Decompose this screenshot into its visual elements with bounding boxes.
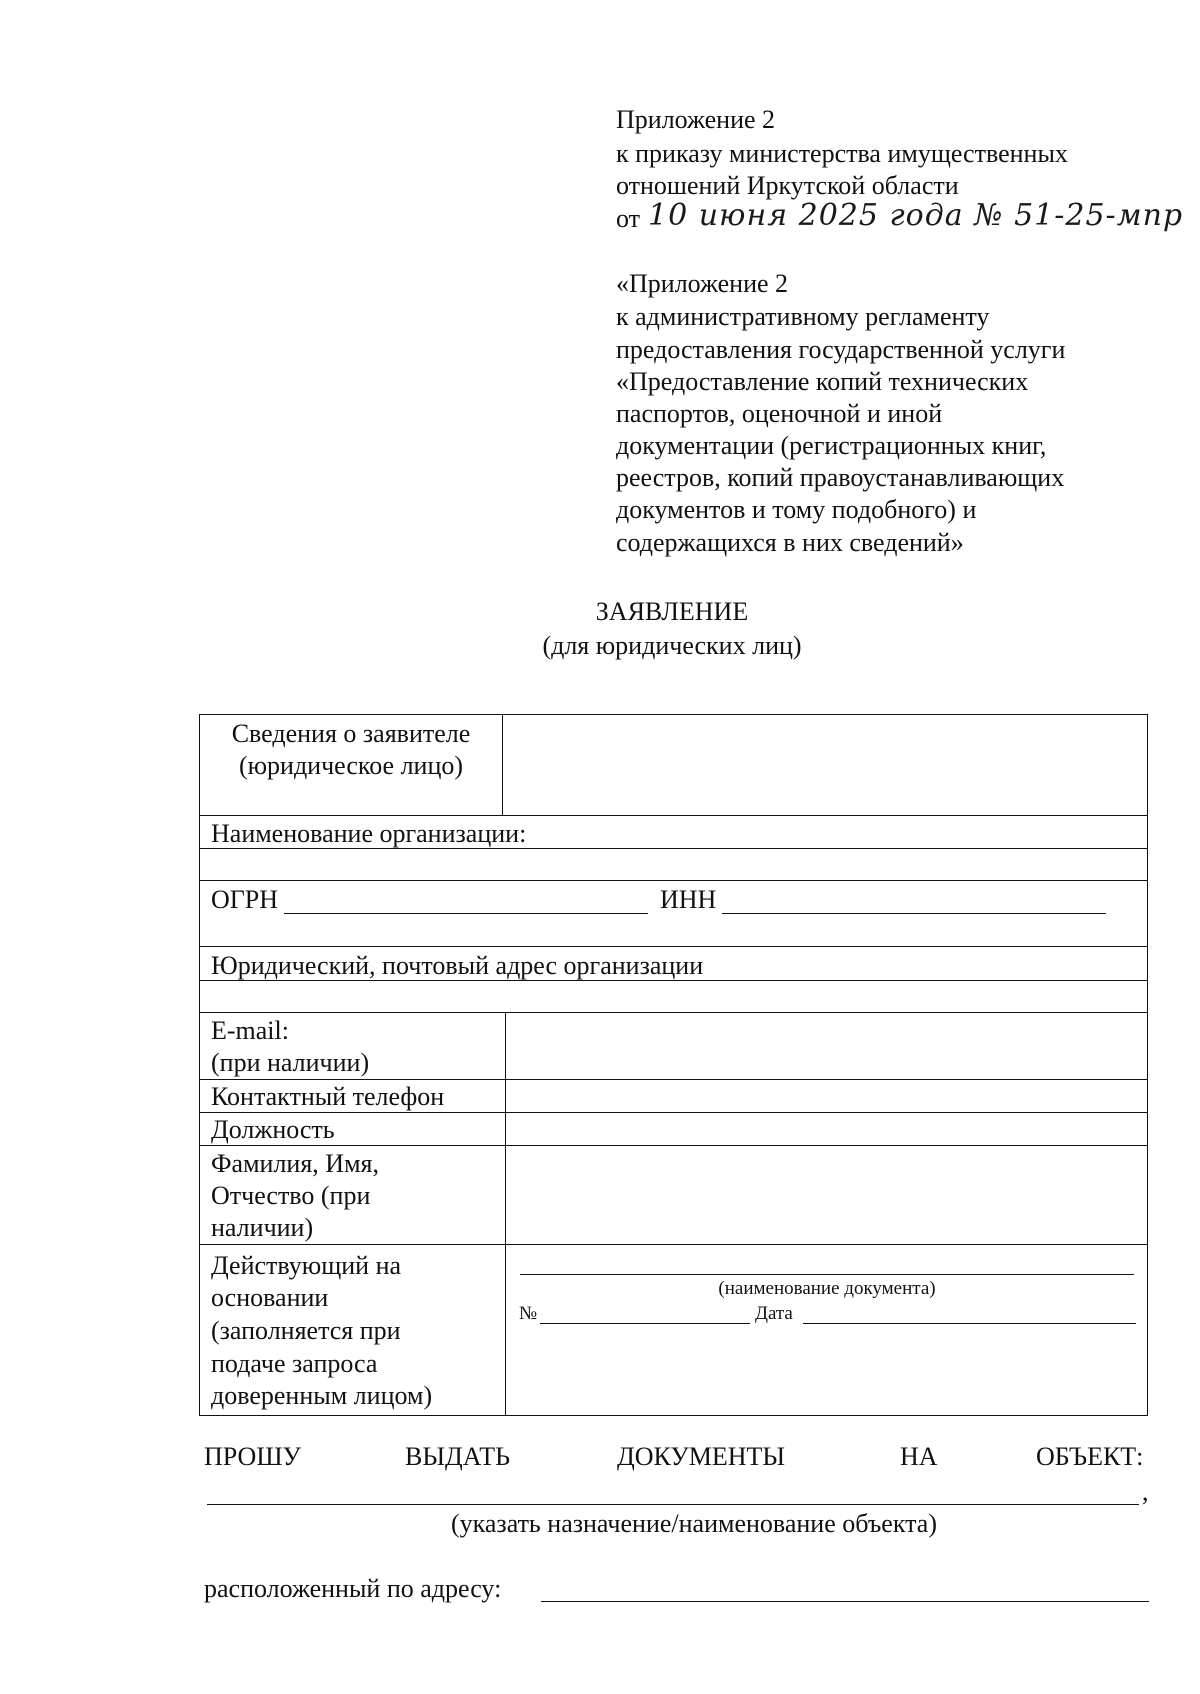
- position-label: Должность: [211, 1115, 335, 1144]
- document-number-field[interactable]: [540, 1323, 750, 1324]
- org-name-label: Наименование организации:: [211, 819, 527, 848]
- regulation-line: документов и тому подобного) и: [616, 495, 977, 524]
- column-divider: [505, 1012, 506, 1415]
- appendix-label: Приложение 2: [616, 105, 776, 134]
- address-field[interactable]: [201, 982, 1145, 1011]
- regulation-line: предоставления государственной услуги: [616, 335, 1066, 364]
- basis-label-line: подаче запроса: [211, 1349, 378, 1378]
- request-word: НА: [900, 1442, 938, 1471]
- table-border-bottom: [199, 1415, 1147, 1416]
- fio-label-line: наличии): [211, 1213, 314, 1242]
- email-field[interactable]: [507, 1014, 1146, 1078]
- fio-label-line: Отчество (при: [211, 1181, 371, 1210]
- request-word: ПРОШУ: [204, 1442, 301, 1471]
- ministry-name: отношений Иркутской области: [616, 171, 959, 200]
- table-border-left: [199, 714, 200, 1416]
- ogrn-field[interactable]: [284, 913, 648, 914]
- fio-field[interactable]: [507, 1147, 1146, 1243]
- row-divider: [199, 815, 1147, 816]
- basis-label-line: доверенным лицом): [211, 1381, 433, 1410]
- table-border-right: [1147, 714, 1148, 1416]
- position-field[interactable]: [507, 1114, 1146, 1144]
- row-divider: [199, 880, 1147, 881]
- basis-label-line: (заполняется при: [211, 1316, 401, 1345]
- phone-field[interactable]: [507, 1081, 1146, 1111]
- document-number-label: №: [519, 1303, 538, 1324]
- table-border-top: [199, 714, 1147, 715]
- inn-field[interactable]: [722, 913, 1106, 914]
- document-name-caption: (наименование документа): [718, 1278, 936, 1299]
- object-caption: (указать назначение/наименование объекта): [451, 1509, 937, 1538]
- phone-label: Контактный телефон: [211, 1082, 445, 1111]
- document-date-field[interactable]: [803, 1323, 1136, 1324]
- regulation-line: документации (регистрационных книг,: [616, 431, 1047, 460]
- document-name-field[interactable]: [520, 1274, 1134, 1275]
- regulation-line: содержащихся в них сведений»: [616, 528, 964, 557]
- order-reference: к приказу министерства имущественных: [616, 139, 1068, 168]
- row-divider: [199, 1145, 1147, 1146]
- regulation-line: «Предоставление копий технических: [616, 367, 1029, 396]
- request-word: ОБЪЕКТ:: [1036, 1442, 1144, 1471]
- applicant-type-label: (юридическое лицо): [238, 751, 464, 780]
- date-prefix: от: [616, 204, 641, 233]
- basis-label-line: Действующий на: [211, 1251, 402, 1280]
- column-divider: [502, 714, 503, 815]
- row-divider: [199, 946, 1147, 947]
- address-location-field[interactable]: [541, 1601, 1149, 1602]
- ogrn-label: ОГРН: [211, 885, 279, 914]
- object-name-field[interactable]: [207, 1504, 1139, 1505]
- document-title: ЗАЯВЛЕНИЕ: [595, 597, 749, 626]
- regulation-line: реестров, копий правоустанавливающих: [616, 463, 1065, 492]
- applicant-info-field[interactable]: [504, 716, 1146, 814]
- row-divider: [199, 1012, 1147, 1013]
- document-subtitle: (для юридических лиц): [542, 631, 802, 660]
- request-word: ДОКУМЕНТЫ: [617, 1442, 786, 1471]
- regulation-line: к административному регламенту: [616, 302, 990, 331]
- regulation-line: «Приложение 2: [616, 269, 789, 298]
- located-at-label: расположенный по адресу:: [204, 1574, 502, 1603]
- address-label: Юридический, почтовый адрес организации: [211, 951, 704, 980]
- applicant-info-label: Сведения о заявителе: [231, 719, 471, 748]
- object-comma: ,: [1142, 1477, 1149, 1506]
- fio-label-line: Фамилия, Имя,: [211, 1149, 379, 1178]
- request-word: ВЫДАТЬ: [405, 1442, 511, 1471]
- row-divider: [199, 1079, 1147, 1080]
- regulation-line: паспортов, оценочной и иной: [616, 399, 943, 428]
- basis-label-line: основании: [211, 1283, 329, 1312]
- handwritten-date-signature: 10 июня 2025 года № 51-25-мпр: [648, 198, 1184, 233]
- row-divider: [199, 1244, 1147, 1245]
- org-name-field[interactable]: [201, 850, 1145, 879]
- document-date-label: Дата: [755, 1303, 793, 1324]
- email-label: E-mail:: [211, 1016, 289, 1045]
- inn-label: ИНН: [660, 885, 717, 914]
- email-note: (при наличии): [211, 1048, 370, 1077]
